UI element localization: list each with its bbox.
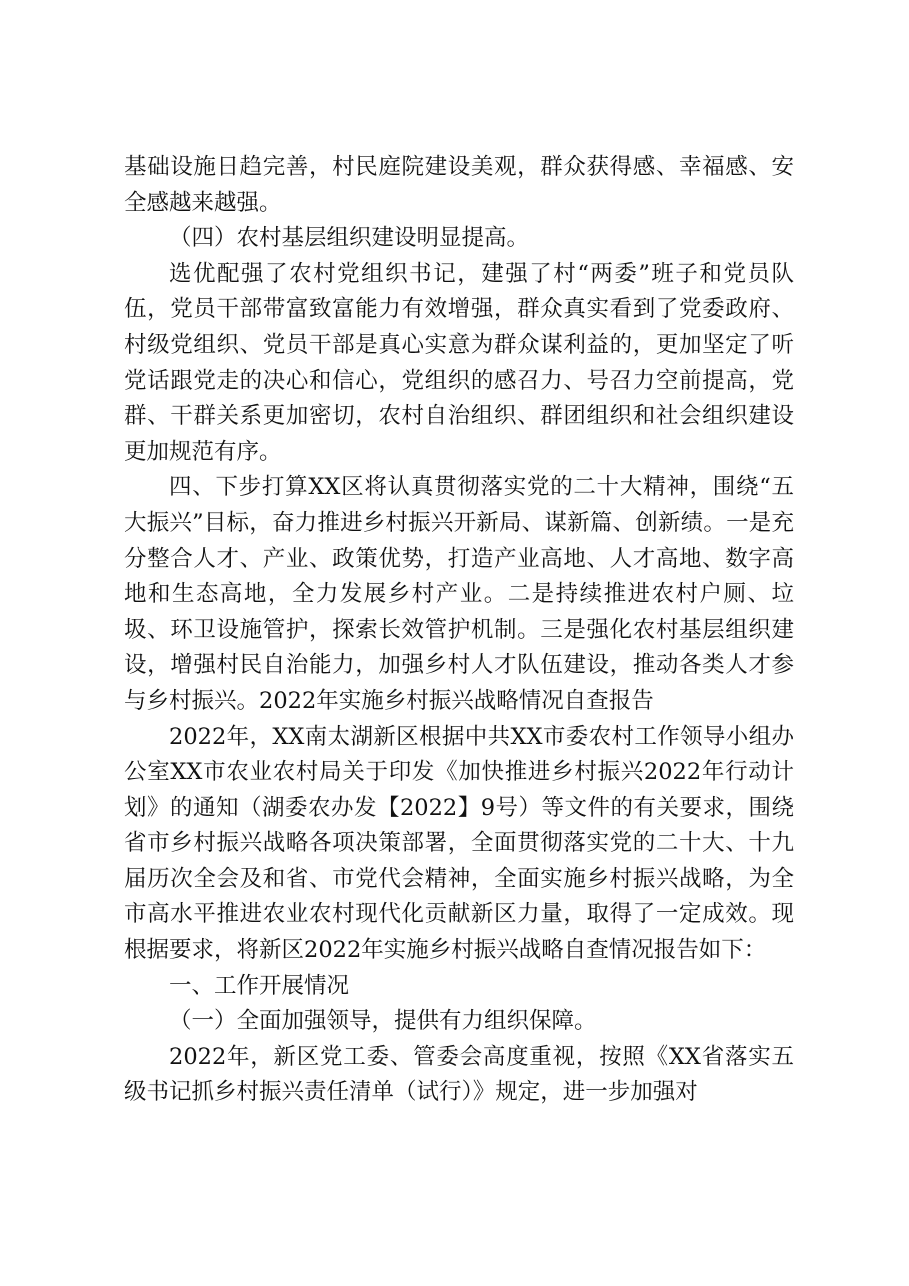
paragraph-report-intro: 2022年，XX南太湖新区根据中共XX市委农村工作领导小组办公室XX市农业农村局关于印发《加快推进乡村振兴2022年行动计划》的通知（湖委农办发【2022】9号）等文件的有关要求，围绕省市乡村振兴战略各项决策部署，全面贯彻落实党的二十大、十九届历次全会及和省、市党代会精神，全面实施乡村振兴战略，为全市高水平推进农业农村现代化贡献新区力量，取得了一定成效。现根据要求，将新区2022年实施乡村振兴战略自查情况报告如下： — [124, 723, 794, 964]
paragraph-party-organization: 选优配强了农村党组织书记，建强了村“两委”班子和党员队伍，党员干部带富致富能力有效增强，群众真实看到了党委政府、村级党组织、党员干部是真心实意为群众谋利益的，更加坚定了听党话跟党走的决心和信心，党组织的感召力、号召力空前提高，党群、干群关系更加密切，农村自治组织、群团组织和社会组织建设更加规范有序。 — [124, 260, 794, 465]
paragraph-next-steps: 四、下步打算XX区将认真贯彻落实党的二十大精神，围绕“五大振兴”目标，奋力推进乡村振兴开新局、谋新篇、创新绩。一是充分整合人才、产业、政策优势，打造产业高地、人才高地、数字高地和生态高地，全力发展乡村产业。二是持续推进农村户厕、垃圾、环卫设施管护，探索长效管护机制。三是强化农村基层组织建设，增强村民自治能力，加强乡村人才队伍建设，推动各类人才参与乡村振兴。2022年实施乡村振兴战略情况自查报告 — [124, 474, 794, 714]
subsection-heading-leadership: （一）全面加强领导，提供有力组织保障。 — [169, 1008, 597, 1035]
paragraph-infrastructure: 基础设施日趋完善，村民庭院建设美观，群众获得感、幸福感、安全感越来越强。 — [124, 154, 794, 216]
section-heading-work-progress: 一、工作开展情况 — [169, 972, 350, 999]
document-body — [124, 150, 794, 1111]
paragraph-leadership: 2022年，新区党工委、管委会高度重视，按照《XX省落实五级书记抓乡村振兴责任清单（试行）》规定，进一步加强对 — [124, 1043, 794, 1106]
section-heading-grassroots: （四）农村基层组织建设明显提高。 — [169, 225, 530, 252]
